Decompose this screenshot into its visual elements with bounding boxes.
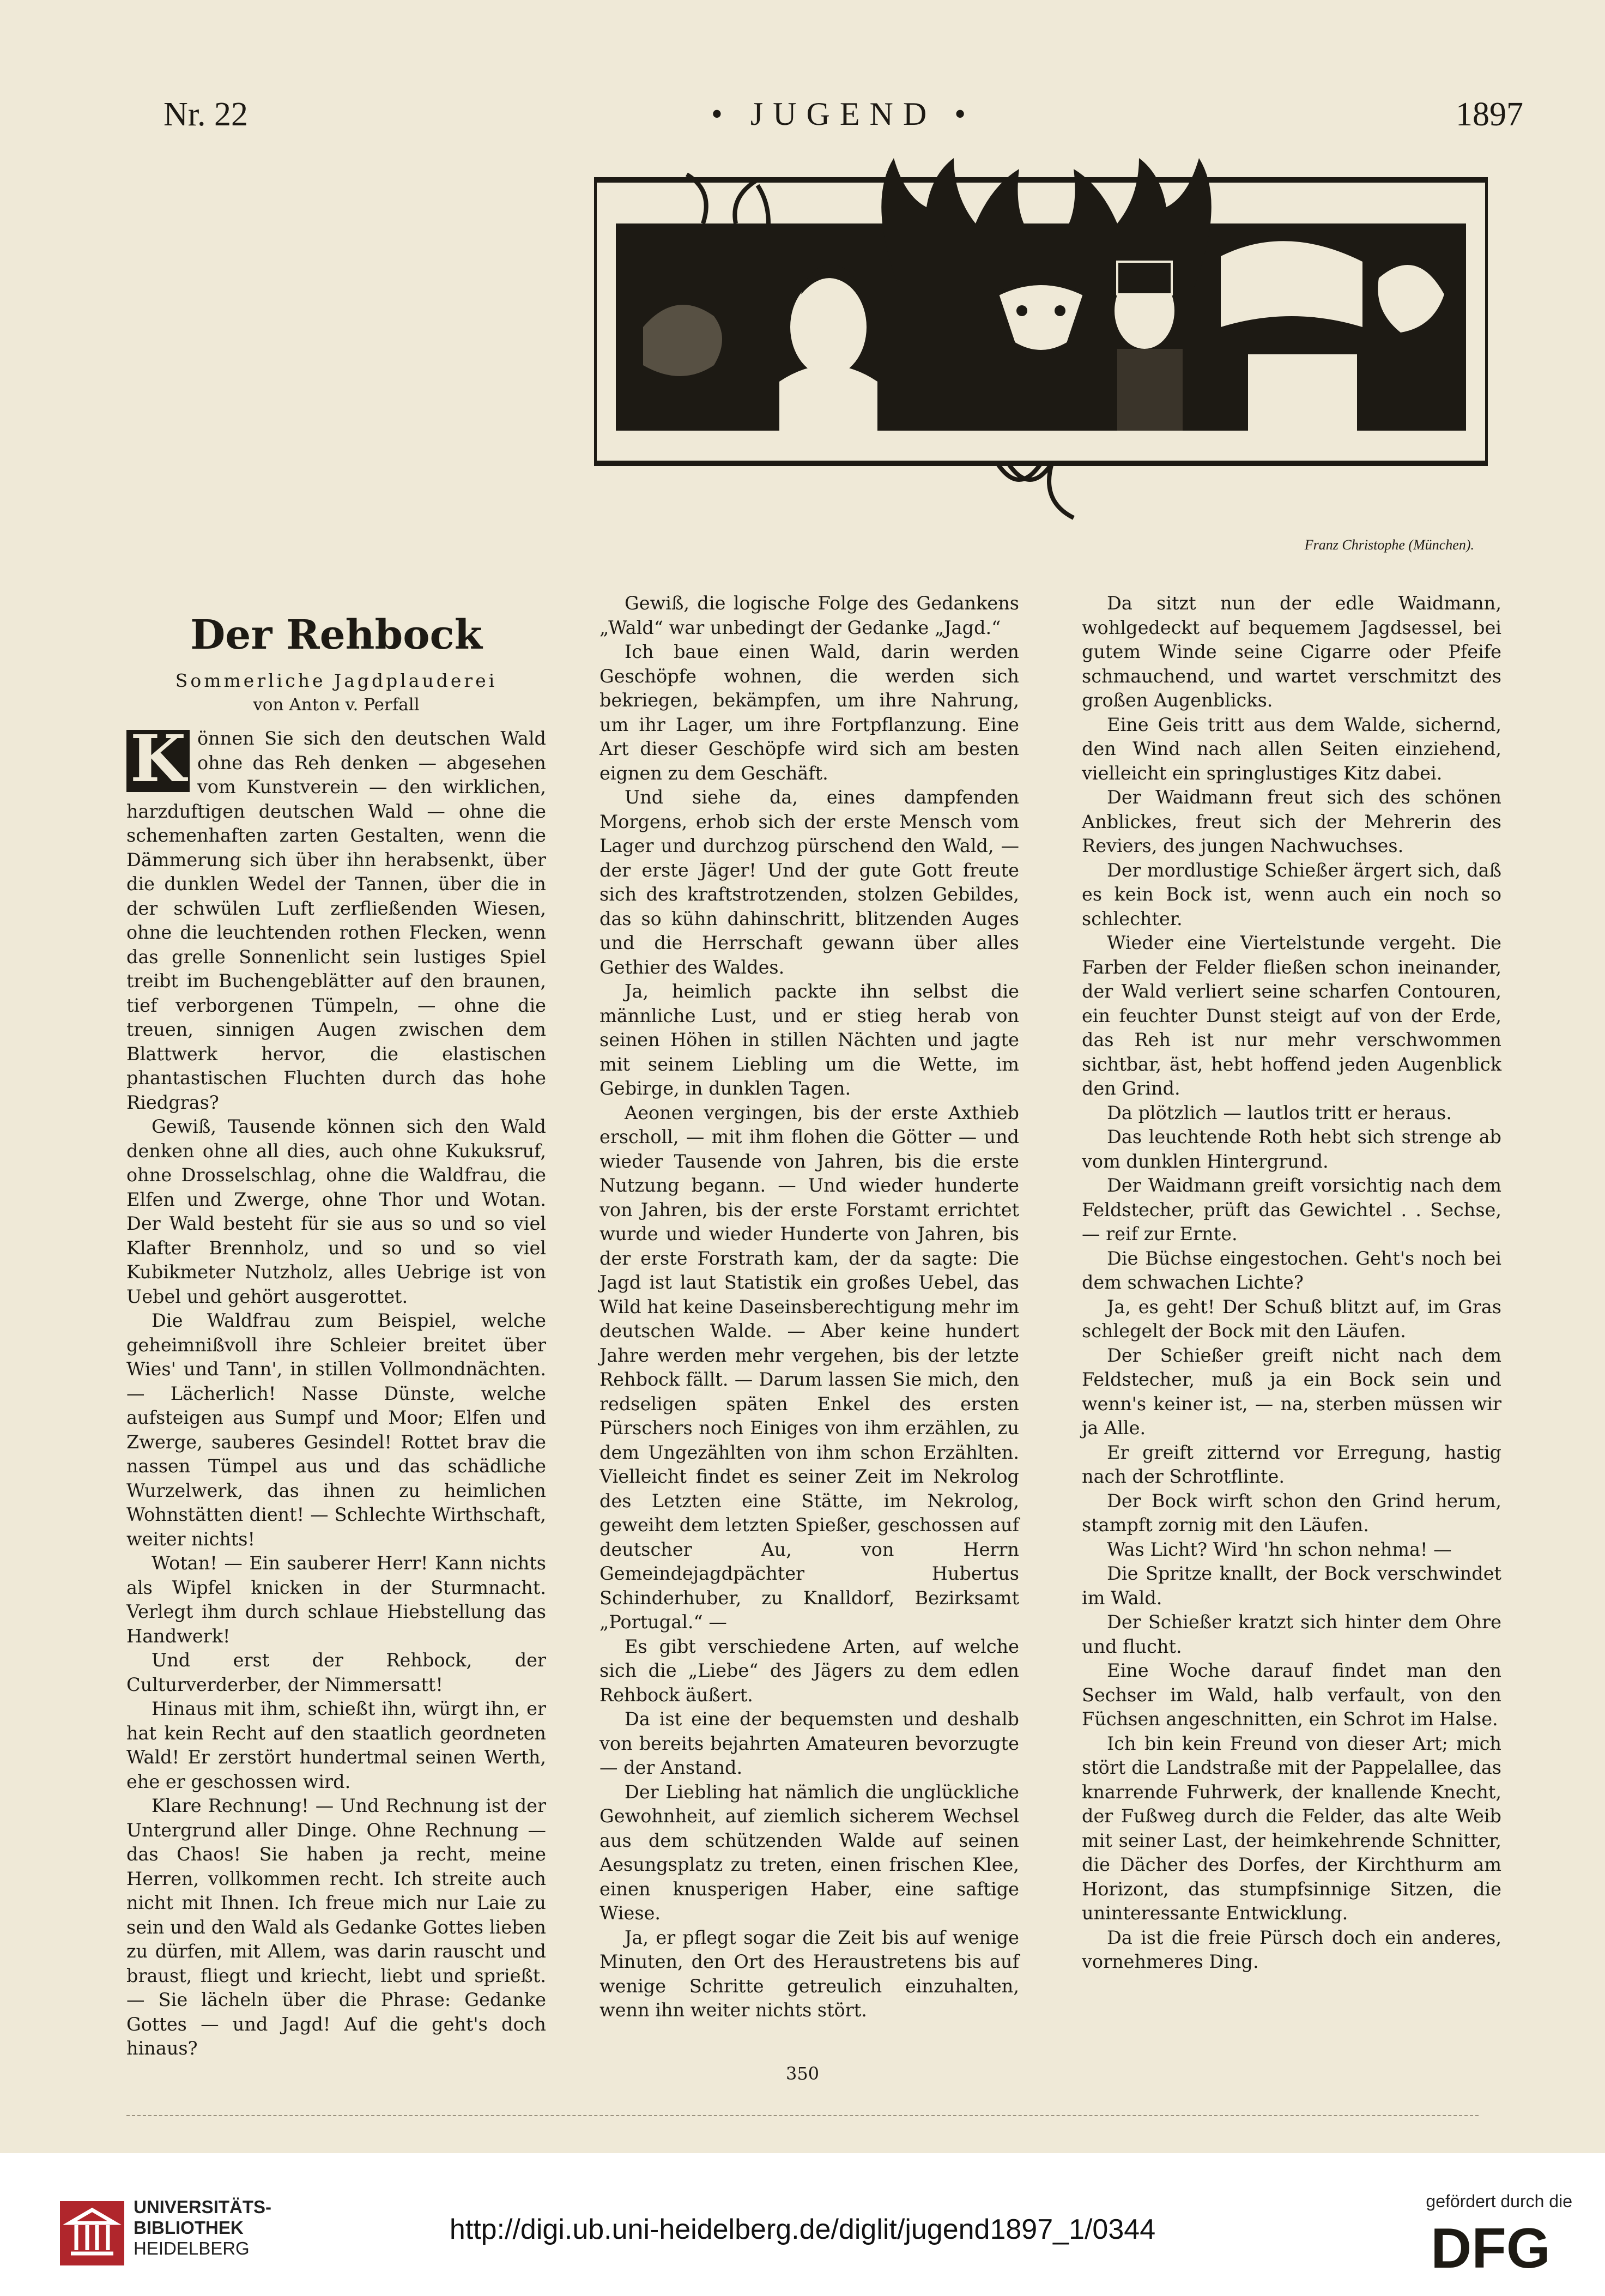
paragraph: Wotan! — Ein sauberer Herr! Kann nichts als Wipfel knicken in der Sturmnacht. Verlegt ihm durch schlaue Hiebstellung das Handwerk! — [126, 1552, 546, 1647]
article-subtitle: Sommerliche Jagdplauderei — [175, 670, 498, 691]
year: 1897 — [1456, 96, 1523, 133]
paragraph: Der Waidmann freut sich des schönen Anblickes, freut sich der Mehrerin des Reviers, des jungen Nachwuchses. — [1082, 787, 1501, 856]
paragraph: Es gibt verschiedene Arten, auf welche sich die „Liebe“ des Jägers zu dem edlen Rehbock äußert. — [599, 1635, 1019, 1706]
article-author: von Anton v. Perfall — [253, 695, 420, 715]
svg-text:DFG: DFG — [1431, 2218, 1551, 2275]
paragraph: Eine Geis tritt aus dem Walde, sichernd, den Wind nach allen Seiten einziehend, vielleicht ein springlustiges Kitz dabei. — [1082, 714, 1501, 784]
paragraph: Ich bin kein Freund von dieser Art; mich stört die Landstraße mit der Pappelallee, das knarrende Fuhrwerk, der knallende Knecht, der Fußweg durch die Felder, das alte Weib mit seiner Last, der heimkehrende Schnitter, die Dächer des Dorfes, der Kirchthurm am Horizont, das stumpfsinnige Sitzen, die uninteressante Entwicklung. — [1082, 1732, 1501, 1924]
page-header — [163, 95, 1523, 144]
paragraph: Der Schießer greift nicht nach dem Feldstecher, muß ja ein Bock sein und wenn's keiner ist, — na, sterben müssen wir ja Alle. — [1082, 1344, 1501, 1439]
paragraph: Ich baue einen Wald, darin werden Geschöpfe wohnen, die werden sich bekriegen, bekämpfen, um ihre Nahrung, um ihr Lager, um ihre Fortpflanzung. Eine Art dieser Geschöpfe wird sich am besten eignen zu dem Geschäft. — [599, 641, 1019, 784]
paragraph: Da sitzt nun der edle Waidmann, wohlgedeckt auf bequemem Jagdsessel, bei gutem Winde seine Cigarre oder Pfeife schmauchend, und wartet verschmitzt des großen Augenblicks. — [1082, 593, 1501, 711]
paragraph: Er greift zitternd vor Erregung, hastig nach der Schrotflinte. — [1082, 1441, 1501, 1487]
paragraph: Der Bock wirft schon den Grind herum, stampft zornig mit den Läufen. — [1082, 1490, 1501, 1536]
paragraph: Die Spritze knallt, der Bock verschwindet im Wald. — [1082, 1563, 1501, 1609]
paragraph: Der Liebling hat nämlich die unglückliche Gewohnheit, auf ziemlich sicherem Wechsel aus dem schützenden Walde auf seinen Aesungsplatz zu treten, einen frischen Klee, einen knusperigen Haber, eine saftige Wiese. — [599, 1781, 1019, 1924]
article-column-3 — [1082, 591, 1501, 1974]
article-column-1 — [126, 591, 546, 2061]
issue-number: Nr. 22 — [163, 96, 248, 133]
paragraph: Gewiß, die logische Folge des Gedankens „Wald“ war unbedingt der Gedanke „Jagd.“ — [599, 593, 1019, 638]
digitization-footer — [0, 2153, 1605, 2296]
article-title: Der Rehbock — [190, 612, 482, 658]
paragraph: Was Licht? Wird 'hn schon nehma! — — [1107, 1538, 1452, 1560]
paragraph: Der Schießer kratzt sich hinter dem Ohre und flucht. — [1082, 1611, 1501, 1657]
paragraph: Und erst der Rehbock, der Culturverderber, der Nimmersatt! — [126, 1650, 546, 1695]
paragraph: Die Büchse eingestochen. Geht's noch bei dem schwachen Lichte? — [1082, 1247, 1501, 1293]
source-url-link[interactable]: http://digi.ub.uni-heidelberg.de/diglit/jugend1897_1/0344 — [449, 2214, 1156, 2245]
header-illustration — [594, 147, 1488, 540]
paragraph: Und siehe da, eines dampfenden Morgens, erhob sich der erste Mensch vom Lager und durchzog pürschend den Wald, — der erste Jäger! Und der gute Gott freute sich des kraftstrotzenden, stolzen Gebildes, das so kühn dahinschritt, blitzenden Auges und die Herrschaft gewann über alles Gethier des Waldes. — [599, 787, 1019, 978]
paragraph: Der mordlustige Schießer ärgert sich, daß es kein Bock ist, wenn auch ein noch so schlechter. — [1082, 859, 1501, 929]
funding-note: gefördert durch die — [1426, 2191, 1572, 2211]
illustration-credit: Franz Christophe (München). — [1304, 537, 1474, 553]
dfg-logo-icon — [1409, 2218, 1572, 2275]
paragraph: Eine Woche darauf findet man den Sechser im Wald, halb verfault, von den Füchsen angeschnitten, ein Schrot im Halse. — [1082, 1660, 1501, 1730]
paragraph: önnen Sie sich den deutschen Wald ohne das Reh denken — abgesehen vom Kunstverein — den wirklichen, harzduftigen deutschen Wald — ohne die schemenhaften zarten Gestalten, wenn die Dämmerung sich über ihn herabsenkt, über die dunklen Wedel der Tannen, über die in der schwülen Luft zerfließenden Wiesen, ohne die leuchtenden rothen Flecken, wenn das grelle Sonnenlicht sein lustiges Spiel treibt im Buchengeblätter auf den braunen, tief verborgenen Tümpeln, — ohne die treuen, sinnigen Augen zwischen dem Blattwerk hervor, die elastischen phantastischen Fluchten durch das hohe Riedgras? — [126, 728, 546, 1113]
paragraph: Hinaus mit ihm, schießt ihn, würgt ihn, er hat kein Recht auf den staatlich geordneten Wald! Er zerstört hundertmal seinen Werth, ehe er geschossen wird. — [126, 1698, 546, 1792]
paragraph: Ja, es geht! Der Schuß blitzt auf, im Gras schlegelt der Bock mit den Läufen. — [1082, 1296, 1501, 1342]
bottom-rule — [126, 2115, 1479, 2116]
article-column-2 — [599, 591, 1019, 2023]
paragraph: Da plötzlich — lautlos tritt er heraus. — [1107, 1102, 1452, 1123]
page-number: 350 — [785, 2063, 820, 2084]
paragraph: Wieder eine Viertelstunde vergeht. Die Farben der Felder fließen schon ineinander, der Wald verliert seine scharfen Contouren, ein feuchter Dunst steigt auf von der Erde, das Reh ist nur mehr verschwommen sichtbar, äst, hebt hoffend jeden Augenblick den Grind. — [1082, 932, 1501, 1099]
paragraph: Das leuchtende Roth hebt sich strenge ab vom dunklen Hintergrund. — [1082, 1126, 1501, 1172]
drop-cap: K — [126, 730, 190, 792]
paragraph: Da ist die freie Pürsch doch ein anderes, vornehmeres Ding. — [1082, 1926, 1501, 1972]
paragraph: Da ist eine der bequemsten und deshalb von bereits bejahrten Amateuren bevorzugte — der Anstand. — [599, 1708, 1019, 1778]
paragraph: Aeonen vergingen, bis der erste Axthieb erscholl, — mit ihm flohen die Götter — und wieder Tausende von Jahren, bis die erste Nutzung begann. — Und wieder hunderte von Jahren, bis der erste Forstamt errichtet wurde und wieder Hunderte von Jahren, bis der erste Forstrath kam, der da sagte: Die Jagd ist laut Statistik ein großes Uebel, das Wild hat keine Daseinsberechtigung mehr im deutschen Walde. — Aber keine hundert Jahre werden mehr vergehen, bis der letzte Rehbock fällt. — Darum lassen Sie mich, den redseligen späten Enkel des ersten Pürschers noch Einiges von ihm erzählen, zu dem Ungezählten von ihm schon Erzählten. Vielleicht findet es seiner Zeit im Nekrolog des Letzten eine Stätte, im Nekrolog, geweiht dem letzten Spießer, geschossen auf deutscher Au, von Herrn Gemeindejagdpächter Hubertus Schinderhuber, zu Knalldorf, Bezirksamt „Portugal.“ — — [599, 1102, 1019, 1633]
paragraph: Ja, er pflegt sogar die Zeit bis auf wenige Minuten, den Ort des Heraustretens bis auf wenige Schritte getreulich einzuhalten, wenn ihn weiter nichts stört. — [599, 1926, 1019, 2021]
university-library-name: UNIVERSITÄTS- BIBLIOTHEK HEIDELBERG — [134, 2197, 272, 2258]
paragraph: Klare Rechnung! — Und Rechnung ist der Untergrund aller Dinge. Ohne Rechnung — das Chaos! Sie haben ja recht, meine Herren, vollkommen recht. Ich streite auch nicht mit Ihnen. Ich freue mich nur Laie zu sein und den Wald als Gedanke Gottes lieben zu dürfen, mit Allem, was darin rauscht und braust, fliegt und kriecht, liebt und sprießt. — Sie lächeln über die Phrase: Gedanke Gottes — und Jagd! Auf die geht's doch hinaus? — [126, 1795, 546, 2059]
magazine-title: • JUGEND • — [711, 96, 976, 132]
paragraph: Die Waldfrau zum Beispiel, welche geheimnißvoll ihre Schleier breitet über Wies' und Tann', in stillen Vollmondnächten. — Lächerlich! Nasse Dünste, welche aufsteigen aus Sumpf und Moor; Elfen und Zwerge, sauberes Gesindel! Rottet brav die nassen Tümpel aus und das schädliche Wurzelwerk, das ihnen zu heimlichen Wohnstätten dient! — Schlechte Wirthschaft, weiter nichts! — [126, 1310, 546, 1550]
paragraph: Gewiß, Tausende können sich den Wald denken ohne all dies, auch ohne Kukuksruf, ohne Drosselschlag, ohne die Waldfrau, die Elfen und Zwerge, ohne Thor und Wotan. Der Wald besteht für sie aus so und so viel Klafter Brennholz, und so und so viel Kubikmeter Nutzholz, alles Uebrige ist von Uebel und gehört ausgerottet. — [126, 1116, 546, 1307]
paragraph: Der Waidmann greift vorsichtig nach dem Feldstecher, prüft das Gewichtel . . Sechse, — reif zur Ernte. — [1082, 1175, 1501, 1244]
paragraph: Ja, heimlich packte ihn selbst die männliche Lust, und er stieg herab von seinen Höhen in stillen Nächten und jagte mit seinem Liebling um die Wette, im Gebirge, in dunklen Tagen. — [599, 981, 1019, 1099]
